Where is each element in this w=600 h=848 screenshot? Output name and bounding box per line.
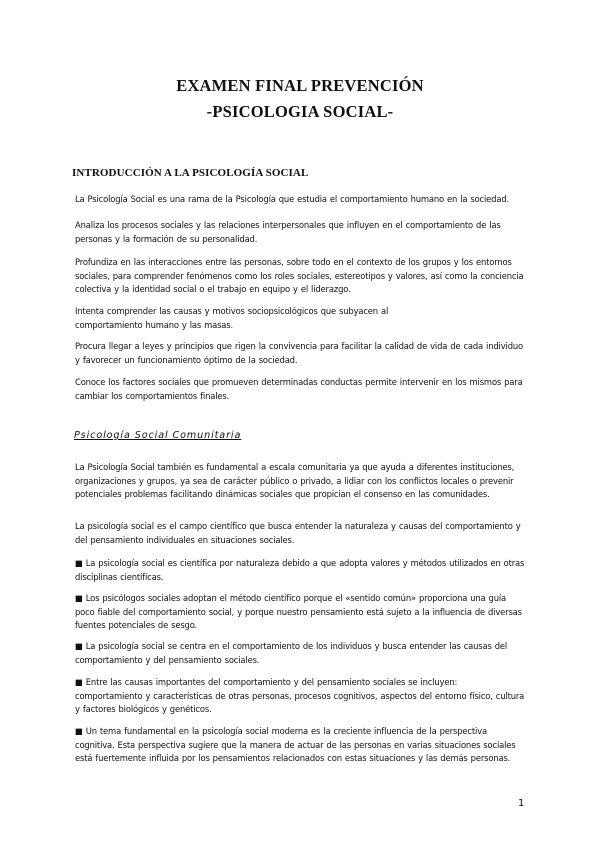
- page-number: 1: [518, 798, 525, 809]
- intro-paragraph-1: La Psicología Social es una rama de la Psicología que estudia el comportamiento humano en la sociedad.: [75, 194, 510, 204]
- intro-paragraph-6: Conoce los factores sociales que promueven determinadas conductas permite intervenir en los mismos para cambiar los comportamientos finales.: [75, 377, 523, 401]
- section-heading-introduction: INTRODUCCIÓN A LA PSICOLOGÍA SOCIAL: [72, 167, 309, 179]
- community-paragraph-2: La psicología social es el campo científico que busca entender la naturaleza y causas del comportamiento y del pensamiento individuales en situaciones sociales.: [75, 521, 521, 545]
- document-title-line-2: -PSICOLOGIA SOCIAL-: [206, 102, 394, 121]
- intro-paragraph-5: Procura llegar a leyes y principios que rigen la convivencia para facilitar la calidad de vida de cada individuo y favorecer un funcionamiento óptimo de la sociedad.: [75, 341, 523, 365]
- community-bullet-2: ■ Los psicólogos sociales adoptan el método científico porque el «sentido común» proporciona una guía poco fiable del comportamiento social, y porque nuestro pensamiento está sujeto a la influencia de diversas fuentes potenciales de sesgo.: [75, 593, 522, 631]
- community-bullet-3: ■ La psicología social se centra en el comportamiento de los individuos y busca entender las causas del comportamiento y del pensamiento sociales.: [75, 641, 508, 665]
- community-bullet-1: ■ La psicología social es científica por naturaleza debido a que adopta valores y métodos utilizados en otras disciplinas científicas.: [75, 558, 525, 582]
- intro-paragraph-3: Profundiza en las interacciones entre las personas, sobre todo en el contexto de los grupos y los entornos sociales, para comprender fenómenos como los roles sociales, estereotipos y valores, así como la conciencia colectiva y la identidad social o el trabajo en equipo y el liderazgo.: [75, 257, 524, 295]
- community-bullet-5: ■ Un tema fundamental en la psicología social moderna es la creciente influencia de la perspectiva cognitiva. Esta perspectiva sugiere que la manera de actuar de las personas en varias situaciones sociales está fuertemente influida por los pensamientos relacionados con estas situaciones y las demás personas.: [75, 726, 516, 764]
- intro-paragraph-4: Intenta comprender las causas y motivos sociopsicológicos que subyacen al comportamiento humano y las masas.: [75, 306, 389, 330]
- section-heading-community: Psicología Social Comunitaria: [74, 430, 242, 441]
- intro-paragraph-2: Analiza los procesos sociales y las relaciones interpersonales que influyen en el comportamiento de las personas y la formación de su personalidad.: [75, 220, 501, 244]
- community-paragraph-1: La Psicología Social también es fundamental a escala comunitaria ya que ayuda a diferentes instituciones, organizaciones y grupos, ya sea de carácter público o privado, a lidiar con los conflictos locales o prevenir potenciales problemas facilitando dinámicas sociales que propician el consenso en las comunidades.: [75, 462, 515, 500]
- community-bullet-4: ■ Entre las causas importantes del comportamiento y del pensamiento sociales se incluyen: comportamiento y características de otras personas, procesos cognitivos, aspectos del entorno físico, cultura y factores biológicos y genéticos.: [75, 677, 525, 715]
- document-title-line-1: EXAMEN FINAL PREVENCIÓN: [176, 76, 424, 95]
